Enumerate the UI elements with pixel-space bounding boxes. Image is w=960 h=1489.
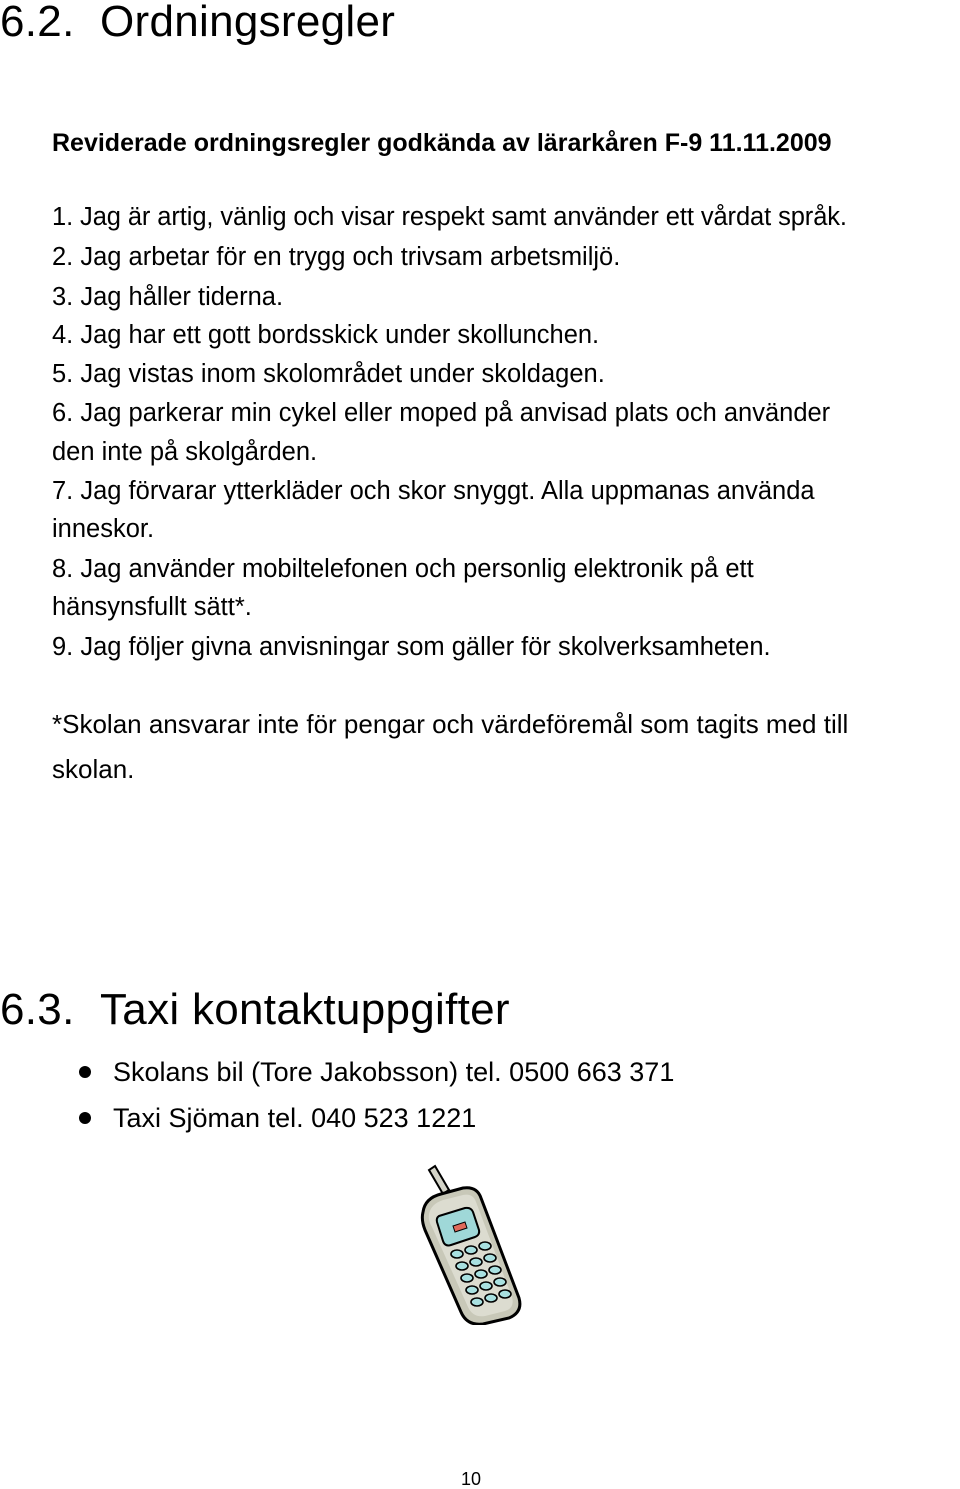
- rule-line: inneskor.: [52, 515, 155, 543]
- section-number: 6.2.: [0, 0, 75, 46]
- rule-line: 3. Jag håller tiderna.: [52, 283, 284, 311]
- section-title: Taxi kontaktuppgifter: [100, 985, 510, 1034]
- rule-line: 9. Jag följer givna anvisningar som gäller för skolverksamheten.: [52, 633, 771, 661]
- contact-item: Skolans bil (Tore Jakobsson) tel. 0500 663 371: [113, 1057, 675, 1087]
- section-heading-rules: [0, 0, 395, 44]
- rule-line: 8. Jag använder mobiltelefonen och personlig elektronik på ett: [52, 555, 754, 583]
- rule-line: 4. Jag har ett gott bordsskick under skollunchen.: [52, 321, 600, 349]
- section-number: 6.3.: [0, 985, 75, 1034]
- section-heading-taxi: [0, 985, 510, 1034]
- footnote-line: *Skolan ansvarar inte för pengar och värdeföremål som tagits med till: [52, 709, 849, 739]
- contact-item: Taxi Sjöman tel. 040 523 1221: [113, 1103, 477, 1133]
- mobile-phone-icon: [405, 1160, 530, 1325]
- bullet-icon: [79, 1112, 91, 1124]
- section-title: Ordningsregler: [100, 0, 396, 46]
- rules-subheading: Reviderade ordningsregler godkända av lärarkåren F-9 11.11.2009: [52, 129, 832, 157]
- page-number: 10: [461, 1469, 482, 1489]
- rule-line: 6. Jag parkerar min cykel eller moped på anvisad plats och använder: [52, 399, 831, 427]
- rule-line: 1. Jag är artig, vänlig och visar respekt samt använder ett vårdat språk.: [52, 203, 847, 231]
- bullet-icon: [79, 1066, 91, 1078]
- rule-line: 7. Jag förvarar ytterkläder och skor snyggt. Alla uppmanas använda: [52, 477, 815, 505]
- rule-line: den inte på skolgården.: [52, 438, 318, 466]
- footnote-line: skolan.: [52, 754, 135, 784]
- rule-line: hänsynsfullt sätt*.: [52, 593, 252, 621]
- rule-line: 5. Jag vistas inom skolområdet under skoldagen.: [52, 360, 605, 388]
- rule-line: 2. Jag arbetar för en trygg och trivsam arbetsmiljö.: [52, 243, 621, 271]
